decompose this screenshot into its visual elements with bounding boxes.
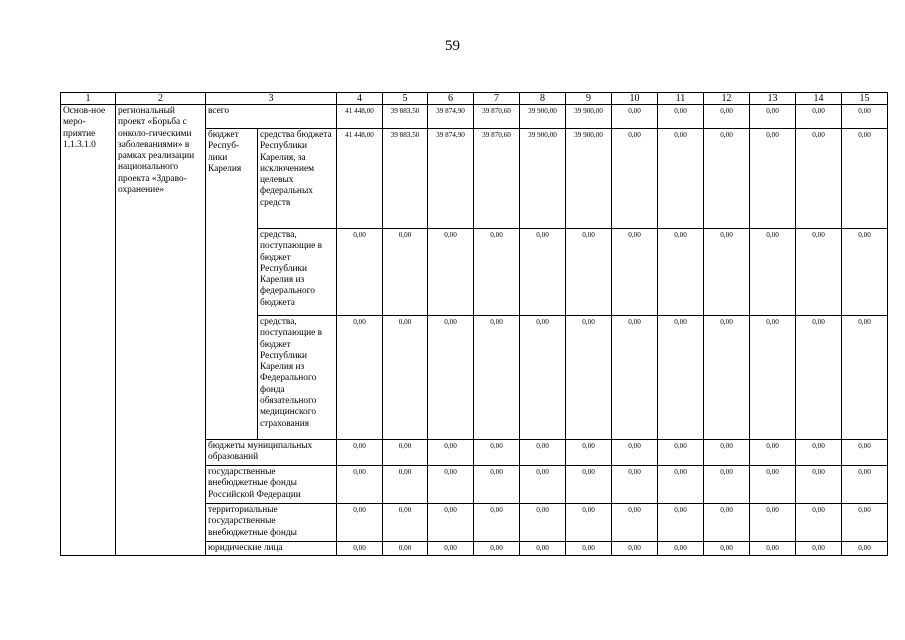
value-cell: 39 900,00 [520, 105, 566, 129]
value-cell: 0,00 [842, 542, 888, 556]
value-cell: 0,00 [658, 105, 704, 129]
value-cell: 0,00 [842, 504, 888, 542]
value-cell: 0,00 [612, 504, 658, 542]
value-cell: 0,00 [566, 504, 612, 542]
value-cell: 0,00 [750, 440, 796, 466]
value-cell: 0,00 [658, 504, 704, 542]
value-cell: 0,00 [750, 316, 796, 440]
value-cell: 0,00 [383, 229, 428, 316]
value-cell: 39 883,50 [383, 129, 428, 229]
value-cell: 0,00 [474, 440, 520, 466]
value-cell: 0,00 [658, 229, 704, 316]
value-cell: 0,00 [612, 229, 658, 316]
measure-cell: Основ-ное меро-приятие 1.1.3.1.0 [61, 105, 116, 556]
value-cell: 0,00 [612, 316, 658, 440]
value-cell: 0,00 [474, 466, 520, 504]
budget-group-label: бюджет Респуб-лики Карелия [206, 129, 258, 440]
row-label: юридические лица [206, 542, 337, 556]
value-cell: 0,00 [658, 316, 704, 440]
value-cell: 0,00 [704, 129, 750, 229]
value-cell: 0,00 [750, 129, 796, 229]
value-cell: 0,00 [612, 440, 658, 466]
value-cell: 0,00 [658, 542, 704, 556]
value-cell: 0,00 [658, 129, 704, 229]
project-cell: региональный проект «Борьба с онколо-гическими заболеваниями» в рамках реализации национального проекта «Здраво-охранение» [116, 105, 206, 556]
value-cell: 0,00 [750, 105, 796, 129]
header-cell: 1 [61, 93, 116, 105]
value-cell: 0,00 [612, 105, 658, 129]
header-cell: 3 [206, 93, 337, 105]
header-row [61, 93, 888, 105]
value-cell: 0,00 [520, 466, 566, 504]
value-cell: 41 448,00 [337, 105, 383, 129]
value-cell: 0,00 [796, 504, 842, 542]
value-cell: 39 900,00 [566, 105, 612, 129]
value-cell: 0,00 [704, 316, 750, 440]
value-cell: 0,00 [612, 129, 658, 229]
value-cell: 0,00 [842, 229, 888, 316]
value-cell: 0,00 [704, 229, 750, 316]
value-cell: 0,00 [428, 466, 474, 504]
value-cell: 0,00 [796, 440, 842, 466]
value-cell: 0,00 [337, 229, 383, 316]
value-cell: 0,00 [474, 229, 520, 316]
value-cell: 39 870,60 [474, 105, 520, 129]
header-cell: 9 [566, 93, 612, 105]
value-cell: 0,00 [796, 316, 842, 440]
value-cell: 0,00 [704, 542, 750, 556]
value-cell: 0,00 [428, 229, 474, 316]
row-label: средства, поступающие в бюджет Республики Карелия из федерального бюджета [258, 229, 337, 316]
header-cell: 2 [116, 93, 206, 105]
header-cell: 4 [337, 93, 383, 105]
value-cell: 0,00 [704, 466, 750, 504]
value-cell: 0,00 [474, 542, 520, 556]
header-cell: 13 [750, 93, 796, 105]
value-cell: 0,00 [520, 440, 566, 466]
value-cell: 39 900,00 [566, 129, 612, 229]
value-cell: 0,00 [658, 466, 704, 504]
value-cell: 0,00 [383, 440, 428, 466]
value-cell: 39 874,90 [428, 129, 474, 229]
value-cell: 0,00 [474, 504, 520, 542]
value-cell: 0,00 [337, 440, 383, 466]
value-cell: 0,00 [842, 466, 888, 504]
value-cell: 0,00 [612, 466, 658, 504]
value-cell: 39 870,60 [474, 129, 520, 229]
value-cell: 0,00 [842, 129, 888, 229]
value-cell: 0,00 [566, 542, 612, 556]
value-cell: 0,00 [842, 105, 888, 129]
header-cell: 14 [796, 93, 842, 105]
value-cell: 0,00 [383, 316, 428, 440]
value-cell: 0,00 [796, 129, 842, 229]
value-cell: 39 883,50 [383, 105, 428, 129]
value-cell: 0,00 [750, 504, 796, 542]
value-cell: 0,00 [520, 316, 566, 440]
value-cell: 0,00 [704, 105, 750, 129]
value-cell: 0,00 [520, 229, 566, 316]
value-cell: 0,00 [383, 466, 428, 504]
value-cell: 0,00 [796, 229, 842, 316]
header-cell: 6 [428, 93, 474, 105]
row-label: всего [206, 105, 337, 129]
page-number: 59 [445, 38, 460, 54]
row-label: государственные внебюджетные фонды Российской Федерации [206, 466, 337, 504]
value-cell: 0,00 [337, 542, 383, 556]
value-cell: 0,00 [566, 440, 612, 466]
value-cell: 0,00 [520, 542, 566, 556]
value-cell: 0,00 [337, 504, 383, 542]
value-cell: 0,00 [566, 316, 612, 440]
value-cell: 0,00 [428, 440, 474, 466]
row-label: бюджеты муниципальных образований [206, 440, 337, 466]
value-cell: 0,00 [428, 542, 474, 556]
header-cell: 8 [520, 93, 566, 105]
header-cell: 11 [658, 93, 704, 105]
value-cell: 0,00 [750, 466, 796, 504]
value-cell: 39 900,00 [520, 129, 566, 229]
value-cell: 0,00 [383, 542, 428, 556]
value-cell: 0,00 [842, 316, 888, 440]
value-cell: 0,00 [796, 542, 842, 556]
row-label: территориальные государственные внебюджетные фонды [206, 504, 337, 542]
row-label: средства, поступающие в бюджет Республики Карелия из Федерального фонда обязательного медицинского страхования [258, 316, 337, 440]
value-cell: 0,00 [704, 440, 750, 466]
value-cell: 0,00 [796, 466, 842, 504]
value-cell: 0,00 [796, 105, 842, 129]
value-cell: 0,00 [474, 316, 520, 440]
value-cell: 0,00 [337, 466, 383, 504]
value-cell: 0,00 [750, 542, 796, 556]
value-cell: 0,00 [566, 466, 612, 504]
value-cell: 0,00 [842, 440, 888, 466]
value-cell: 0,00 [658, 440, 704, 466]
header-cell: 5 [383, 93, 428, 105]
value-cell: 0,00 [383, 504, 428, 542]
header-cell: 7 [474, 93, 520, 105]
value-cell: 0,00 [520, 504, 566, 542]
row-label: средства бюджета Республики Карелия, за исключением целевых федеральных средств [258, 129, 337, 229]
value-cell: 0,00 [612, 542, 658, 556]
table-row [61, 105, 888, 129]
header-cell: 10 [612, 93, 658, 105]
value-cell: 0,00 [428, 504, 474, 542]
value-cell: 0,00 [566, 229, 612, 316]
value-cell: 0,00 [337, 316, 383, 440]
value-cell: 0,00 [428, 316, 474, 440]
value-cell: 39 874,90 [428, 105, 474, 129]
value-cell: 0,00 [704, 504, 750, 542]
value-cell: 0,00 [750, 229, 796, 316]
funding-table [60, 92, 888, 556]
header-cell: 12 [704, 93, 750, 105]
header-cell: 15 [842, 93, 888, 105]
value-cell: 41 448,00 [337, 129, 383, 229]
